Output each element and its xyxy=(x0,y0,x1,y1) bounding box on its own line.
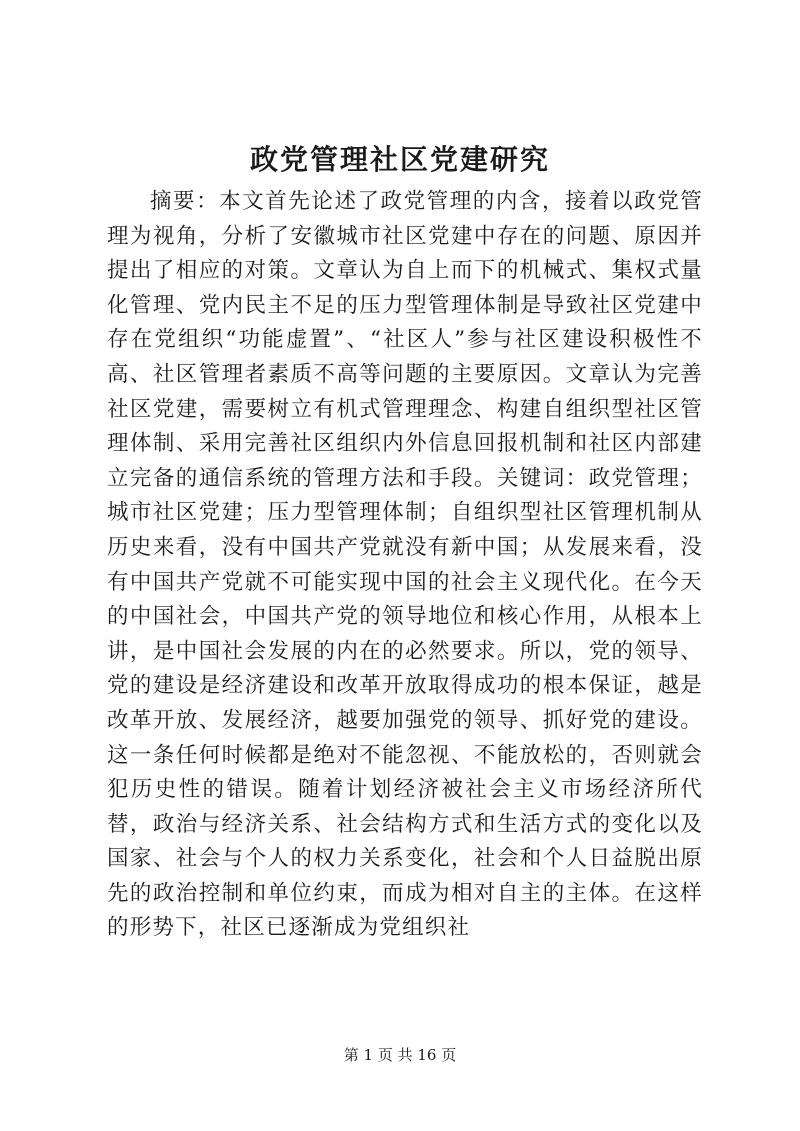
document-body: 摘要：本文首先论述了政党管理的内含，接着以政党管理为视角，分析了安徽城市社区党建中存在的问题、原因并提出了相应的对策。文章认为自上而下的机械式、集权式量化管理、党内民主不足的压力型管理体制是导致社区党建中存在党组织“功能虚置”、“社区人”参与社区建设积极性不高、社区管理者素质不高等问题的主要原因。文章认为完善社区党建，需要树立有机式管理理念、构建自组织型社区管理体制、采用完善社区组织内外信息回报机制和社区内部建立完备的通信系统的管理方法和手段。关键词：政党管理；城市社区党建；压力型管理体制；自组织型社区管理机制从历史来看，没有中国共产党就没有新中国；从发展来看，没有中国共产党就不可能实现中国的社会主义现代化。在今天的中国社会，中国共产党的领导地位和核心作用，从根本上讲，是中国社会发展的内在的必然要求。所以，党的领导、党的建设是经济建设和改革开放取得成功的根本保证，越是改革开放、发展经济，越要加强党的领导、抓好党的建设。这一条任何时候都是绝对不能忽视、不能放松的，否则就会犯历史性的错误。随着计划经济被社会主义市场经济所代替，政治与经济关系、社会结构方式和生活方式的变化以及国家、社会与个人的权力关系变化，社会和个人日益脱出原先的政治控制和单位约束，而成为相对自主的主体。在这样的形势下，社区已逐渐成为党组织社 xyxy=(107,189,703,941)
page-number-footer: 第 1 页 共 16 页 xyxy=(343,1046,457,1064)
document-title: 政党管理社区党建研究 xyxy=(249,143,550,176)
